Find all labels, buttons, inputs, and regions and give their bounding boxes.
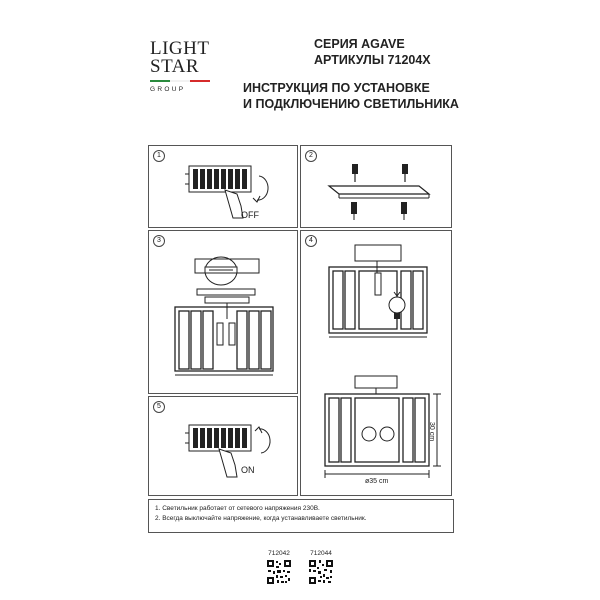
brand-logo bbox=[150, 40, 220, 98]
qr-block-2 bbox=[304, 550, 338, 588]
step-1-panel bbox=[148, 145, 298, 228]
qr-article-2: 712044 bbox=[310, 550, 332, 557]
dimensions-panel bbox=[300, 370, 452, 496]
brand-line-star: STAR bbox=[150, 56, 200, 77]
step-3-panel bbox=[148, 230, 298, 394]
qr-code-icon bbox=[308, 559, 334, 585]
qr-block-1 bbox=[262, 550, 296, 588]
title-line-1: ИНСТРУКЦИЯ ПО УСТАНОВКЕ bbox=[243, 81, 430, 95]
step-5-number: 5 bbox=[153, 401, 165, 413]
note-2: 2. Всегда выключайте напряжение, когда устанавливаете светильник. bbox=[155, 515, 367, 522]
step-2-panel bbox=[300, 145, 452, 228]
step-3-number: 3 bbox=[153, 235, 165, 247]
series-block bbox=[314, 36, 431, 68]
qr-code-icon bbox=[266, 559, 292, 585]
mounting-plate-illustration bbox=[301, 146, 452, 228]
note-1: 1. Светильник работает от сетевого напряжения 230В. bbox=[155, 505, 320, 512]
assembly-illustration bbox=[149, 231, 298, 394]
series-name: СЕРИЯ AGAVE bbox=[314, 37, 405, 51]
height-dimension: 30 cm bbox=[428, 422, 435, 442]
notes-box bbox=[148, 499, 454, 533]
brand-line-group: GROUP bbox=[150, 86, 186, 93]
instruction-title bbox=[243, 80, 459, 112]
breaker-on-illustration bbox=[149, 397, 298, 496]
on-label: ON bbox=[241, 465, 255, 475]
title-line-2: И ПОДКЛЮЧЕНИЮ СВЕТИЛЬНИКА bbox=[243, 97, 459, 111]
diameter-dimension: ø35 cm bbox=[365, 478, 389, 485]
breaker-off-illustration bbox=[149, 146, 298, 228]
off-label: OFF bbox=[241, 210, 259, 220]
flag-stripe bbox=[150, 80, 210, 82]
step-5-panel bbox=[148, 396, 298, 496]
step-1-number: 1 bbox=[153, 150, 165, 162]
brand-line-light: LIGHT bbox=[150, 38, 210, 59]
article-numbers: АРТИКУЛЫ 71204X bbox=[314, 53, 431, 67]
qr-article-1: 712042 bbox=[268, 550, 290, 557]
step-4-number: 4 bbox=[305, 235, 317, 247]
step-2-number: 2 bbox=[305, 150, 317, 162]
